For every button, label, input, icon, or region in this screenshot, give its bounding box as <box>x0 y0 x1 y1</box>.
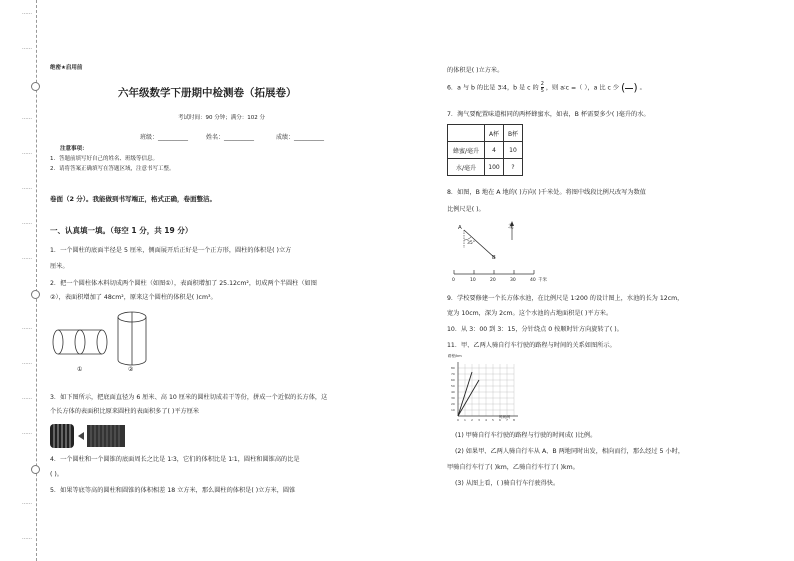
question-8: 8．如图，B 地在 A 地的( )方向( )千米处。将图中线段比例尺改写为数值 <box>447 189 646 196</box>
scale-tick: 20 <box>490 278 496 283</box>
question-6-text-b: ，则 a∶c =（ ），a 比 c 少 <box>545 84 620 92</box>
graph-y-tick: 40 <box>451 390 455 394</box>
binding-hole <box>31 290 40 299</box>
binding-text: …… <box>22 395 32 401</box>
question-11-2-cont: 甲骑自行车行了( )km，乙骑自行车行了( )km。 <box>447 464 579 471</box>
graph-x-tick: 2 <box>471 418 473 422</box>
scale-unit: 千米 <box>538 278 547 283</box>
graph-y-tick: 80 <box>451 366 455 370</box>
table-cell: B杯 <box>504 125 523 142</box>
table-cell: 4 <box>485 142 504 159</box>
question-3: 3．如下图所示，把底面直径为 6 厘米、高 10 厘米的圆柱切成若干等份，拼成一个近似的长方体，这 <box>50 394 328 401</box>
question-2-cont: ②），表面积增加了 48cm²，原来这个圆柱的体积是( )cm³。 <box>50 294 217 301</box>
question-9: 9．学校要修建一个长方体水池，在比例尺是 1∶200 的设计图上，水池的长为 12cm， <box>447 295 684 302</box>
sliced-cylinder-figure <box>50 422 126 450</box>
table-cell: 水/毫升 <box>448 159 485 176</box>
note-item: 2．请将答案正确填写在答题区域，注意书写工整。 <box>50 166 175 172</box>
graph-x-tick: 7 <box>506 418 508 422</box>
question-3-cont: 个长方体的表面积比原来圆柱的表面积多了( )平方厘米 <box>50 408 200 415</box>
binding-text: …… <box>22 255 32 261</box>
graph-x-label: 时间/时 <box>499 415 511 419</box>
binding-text: …… <box>22 500 32 506</box>
question-9-cont: 宽为 10cm，深为 2cm。这个水池的占地面积是( )平方米。 <box>447 310 613 317</box>
scale-tick: 40 <box>530 278 536 283</box>
binding-text: …… <box>22 185 32 191</box>
graph-x-tick: 8 <box>513 418 515 422</box>
binding-margin <box>0 0 40 561</box>
fraction-numerator: 2 <box>540 81 544 87</box>
table-cell: A杯 <box>485 125 504 142</box>
binding-text: …… <box>22 10 32 16</box>
table-cell: 10 <box>504 142 523 159</box>
graph-y-tick: 10 <box>451 408 455 412</box>
binding-text: …… <box>22 430 32 436</box>
question-11-3: (3) 从图上看，( )骑自行车行驶得快。 <box>455 480 560 487</box>
scale-tick: 10 <box>470 278 476 283</box>
graph-x-tick: 1 <box>464 418 466 422</box>
secret-label: 绝密★启用前 <box>50 65 83 71</box>
fraction-denominator: 5 <box>540 88 544 94</box>
binding-text: …… <box>22 45 32 51</box>
fraction-blank: ( ) <box>621 80 638 94</box>
page-title: 六年级数学下册期中检测卷（拓展卷） <box>118 87 297 99</box>
scale-tick: 0 <box>452 278 455 283</box>
binding-hole <box>31 465 40 474</box>
binding-text: …… <box>22 535 32 541</box>
exam-info: 考试时间：90 分钟；满分：102 分 <box>178 115 265 121</box>
section-title: 一、认真填一填。（每空 1 分，共 19 分） <box>50 226 193 235</box>
binding-text: …… <box>22 325 32 331</box>
scale-bar <box>450 268 540 278</box>
question-7: 7．淘气要配置味道相同的两杯蜂蜜水，如表，B 杯需要多少( )毫升的水。 <box>447 111 650 118</box>
table-cell <box>448 125 485 142</box>
question-11-2: (2) 如果甲、乙两人骑自行车从 A、B 两地同时出发，相向而行，那么经过 5 小时， <box>455 448 685 455</box>
binding-text: …… <box>22 115 32 121</box>
fraction-2-5 <box>541 81 544 94</box>
graph-x-tick: 0 <box>457 418 459 422</box>
honey-water-table <box>447 124 523 176</box>
table-row <box>448 142 523 159</box>
distance-time-graph <box>450 360 522 422</box>
score-field: 成绩：__________ <box>276 134 325 141</box>
cylinder-figure-2 <box>114 310 150 368</box>
class-field: 班级：__________ <box>140 134 189 141</box>
graph-x-tick: 4 <box>485 418 487 422</box>
question-6-text-a: 6．a 与 b 的比是 3∶4，b 是 c 的 <box>447 84 539 92</box>
note-item: 1．答题前填写好自己的姓名、班级等信息。 <box>50 156 159 162</box>
graph-x-tick: 6 <box>499 418 501 422</box>
question-8-cont: 比例尺是( )。 <box>447 206 485 213</box>
graph-x-tick: 3 <box>478 418 480 422</box>
question-10: 10．从 3：00 到 3：15，分针绕点 0 按顺时针方向旋转了( )。 <box>447 326 623 333</box>
graph-y-label: 路程/km <box>448 354 462 358</box>
table-row <box>448 125 523 142</box>
point-A-label: A <box>458 225 462 231</box>
figure-2-label: ② <box>128 366 134 373</box>
graph-y-tick: 50 <box>451 384 455 388</box>
figure-1-label: ① <box>77 366 83 373</box>
binding-text: …… <box>22 150 32 156</box>
graph-x-tick: 5 <box>492 418 494 422</box>
graph-y-tick: 60 <box>451 378 455 382</box>
question-6-text-c: 。 <box>639 84 646 92</box>
cylinder-figure-1 <box>50 318 112 366</box>
name-field: 姓名：__________ <box>206 134 255 141</box>
scale-tick: 30 <box>510 278 516 283</box>
binding-text: …… <box>22 360 32 366</box>
binding-hole <box>31 82 40 91</box>
notes-title: 注意事项： <box>60 146 88 152</box>
question-4-cont: ( )。 <box>50 471 63 478</box>
neatness-note: 卷面（2 分）。我能做到书写端正，格式正确，卷面整洁。 <box>50 195 217 203</box>
graph-y-tick: 20 <box>451 402 455 406</box>
question-1: 1．一个圆柱的底面半径是 5 厘米，侧面展开后正好是一个正方形，圆柱的体积是( )立方 <box>50 247 292 254</box>
point-B-label: B <box>492 255 496 261</box>
angle-label: 35° <box>467 241 475 246</box>
table-cell: 100 <box>485 159 504 176</box>
north-label: 北 <box>508 224 514 230</box>
graph-y-tick: 70 <box>451 372 455 376</box>
question-11-1: (1) 甲骑自行车行驶的路程与行驶的时间成( )比例。 <box>455 432 597 439</box>
table-cell: ? <box>504 159 523 176</box>
question-5: 5．如果等底等高的圆柱和圆锥的体积相差 18 立方米，那么圆柱的体积是( )立方米，圆锥 <box>50 487 296 494</box>
question-4: 4．一个圆柱和一个圆锥的底面周长之比是 1∶3，它们的体积比是 1∶1，圆柱和圆锥高的比是 <box>50 456 300 463</box>
graph-y-tick: 30 <box>451 396 455 400</box>
binding-text: …… <box>22 220 32 226</box>
table-cell: 蜂蜜/毫升 <box>448 142 485 159</box>
question-5-cont: 的体积是( )立方米。 <box>447 67 504 74</box>
question-2: 2．把一个圆柱体木料切成两个圆柱（如图①），表面积增加了 25.12cm²，切成两个半圆柱（如图 <box>50 280 317 287</box>
question-1-cont: 厘米。 <box>50 263 69 270</box>
table-row <box>448 159 523 176</box>
question-6 <box>447 81 787 99</box>
question-11: 11．甲、乙两人骑自行车行驶的路程与时间的关系如图所示。 <box>447 342 616 349</box>
